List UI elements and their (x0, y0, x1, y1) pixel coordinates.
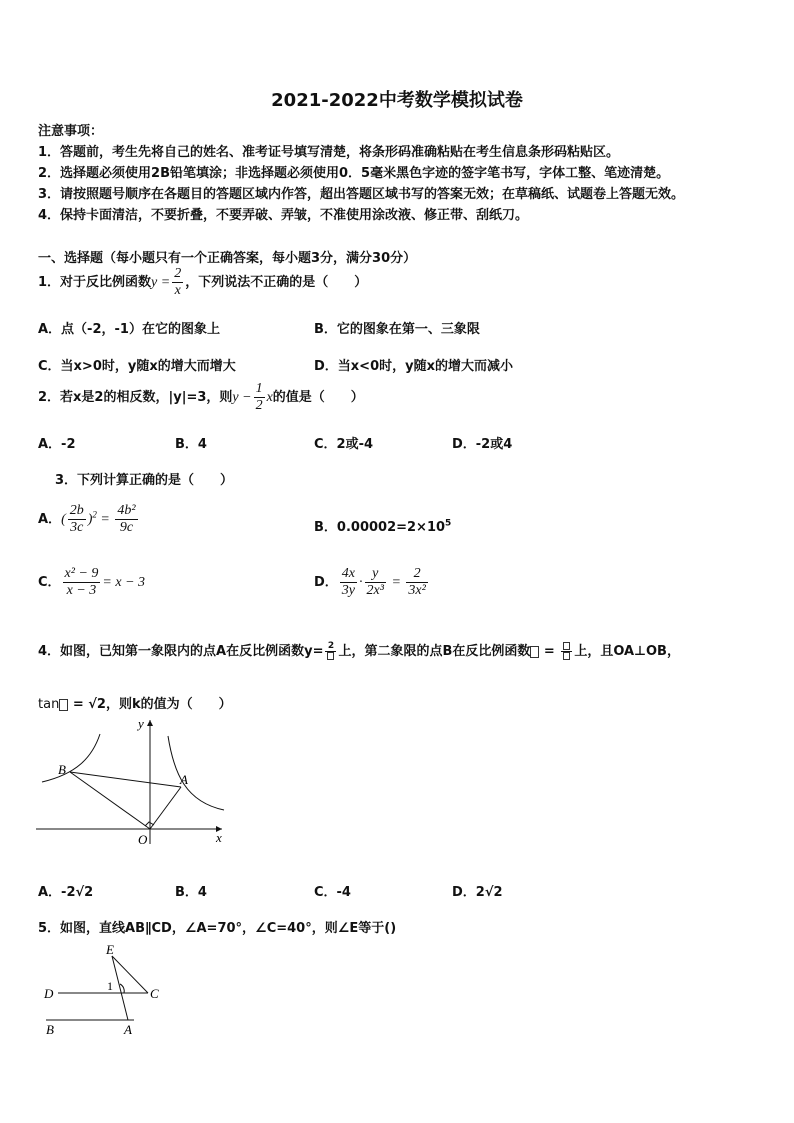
question-4-stem: 4．如图，已知第一象限内的点A在反比例函数y= 2 上，第二象限的点B在反比例函数 = 上，且OA⊥OB， (38, 640, 680, 659)
notice-heading: 注意事项： (38, 124, 104, 139)
point-a-label: A (180, 772, 188, 787)
option-b: B．它的图象在第一、三象限 (314, 322, 480, 337)
point-d-label: D (44, 986, 54, 1001)
option-c: C． $\frac{\text{x² − 9}}{x - 3}$ = x − 3 (38, 566, 146, 598)
option-d: D．2√2 (452, 885, 503, 900)
segment-oa (150, 787, 181, 829)
option-d: D． $\frac{4x}{3y}$ · $\frac{y}{\text{2x³}}$ = $\frac{2}{\text{3x²}}$ (314, 566, 426, 598)
option-b: B．4 (175, 885, 207, 900)
segment-ea (112, 956, 128, 1020)
q4-figure (36, 714, 232, 854)
page-title: 2021-2022中考数学模拟试卷 (271, 90, 523, 111)
option-a: A．-2√2 (38, 885, 94, 900)
question-4-stem-line2: tan = √2，则k的值为（ ） (38, 697, 232, 712)
segment-ab (70, 772, 181, 787)
point-b-label: B (58, 762, 66, 777)
option-c: C．当x>0时，y随x的增大而增大 (38, 359, 236, 374)
option-d: D．当x<0时，y随x的增大而减小 (314, 359, 513, 374)
x-label: x (216, 830, 222, 845)
option-b: B．4 (175, 437, 207, 452)
notice-item: 1．答题前，考生先将自己的姓名、准考证号填写清楚，将条形码准确粘贴在考生信息条形码粘贴区。 (38, 145, 620, 160)
curve-first-quadrant (168, 736, 224, 810)
notice-item: 3．请按照题号顺序在各题目的答题区域内作答，超出答题区域书写的答案无效；在草稿纸、试题卷上答题无效。 (38, 187, 685, 202)
y-label: y (138, 716, 144, 731)
question-5-stem: 5．如图，直线AB∥CD，∠A=70°，∠C=40°，则∠E等于() (38, 921, 397, 936)
option-a: A．-2 (38, 437, 76, 452)
option-a: A．点（-2，-1）在它的图象上 (38, 322, 220, 337)
notice-item: 4．保持卡面清洁，不要折叠，不要弄破、弄皱，不准使用涂改液、修正带、刮纸刀。 (38, 208, 529, 223)
segment-ob (70, 772, 150, 829)
question-1-stem: 1．对于反比例函数y = $\frac{2}{x}$ ，下列说法不正确的是（ ） (38, 266, 368, 298)
option-b: B．$0.00002=2\times 10^5$ (314, 518, 452, 535)
origin-label: O (138, 832, 148, 847)
question-2-stem: 2．若x是2的相反数，|y|=3，则y − $\frac{1}{2}$ x的值是（ ） (38, 381, 364, 413)
point-a-label: A (124, 1022, 132, 1036)
option-d: D．-2或4 (452, 437, 513, 452)
question-3-stem: 3．下列计算正确的是（ ） (55, 473, 234, 488)
option-c: C．2或-4 (314, 437, 374, 452)
angle-1-label: 1 (107, 979, 113, 993)
section-heading: 一、选择题（每小题只有一个正确答案，每小题3分，满分30分） (38, 251, 417, 266)
point-b-label: B (46, 1022, 54, 1036)
option-c: C．-4 (314, 885, 351, 900)
y-axis-arrow (147, 720, 153, 726)
notice-item: 2．选择题必须使用2B铅笔填涂；非选择题必须使用0．5毫米黑色字迹的签字笔书写，字体工整、笔迹清楚。 (38, 166, 670, 181)
point-e-label: E (106, 944, 114, 957)
segment-ec (112, 956, 148, 993)
option-a: A．( $\frac{2b}{3c}$ )$^2$ = $\frac{\text{4b²}}{9c}$ (38, 503, 136, 535)
point-c-label: C (150, 986, 159, 1001)
q5-figure (36, 944, 176, 1036)
